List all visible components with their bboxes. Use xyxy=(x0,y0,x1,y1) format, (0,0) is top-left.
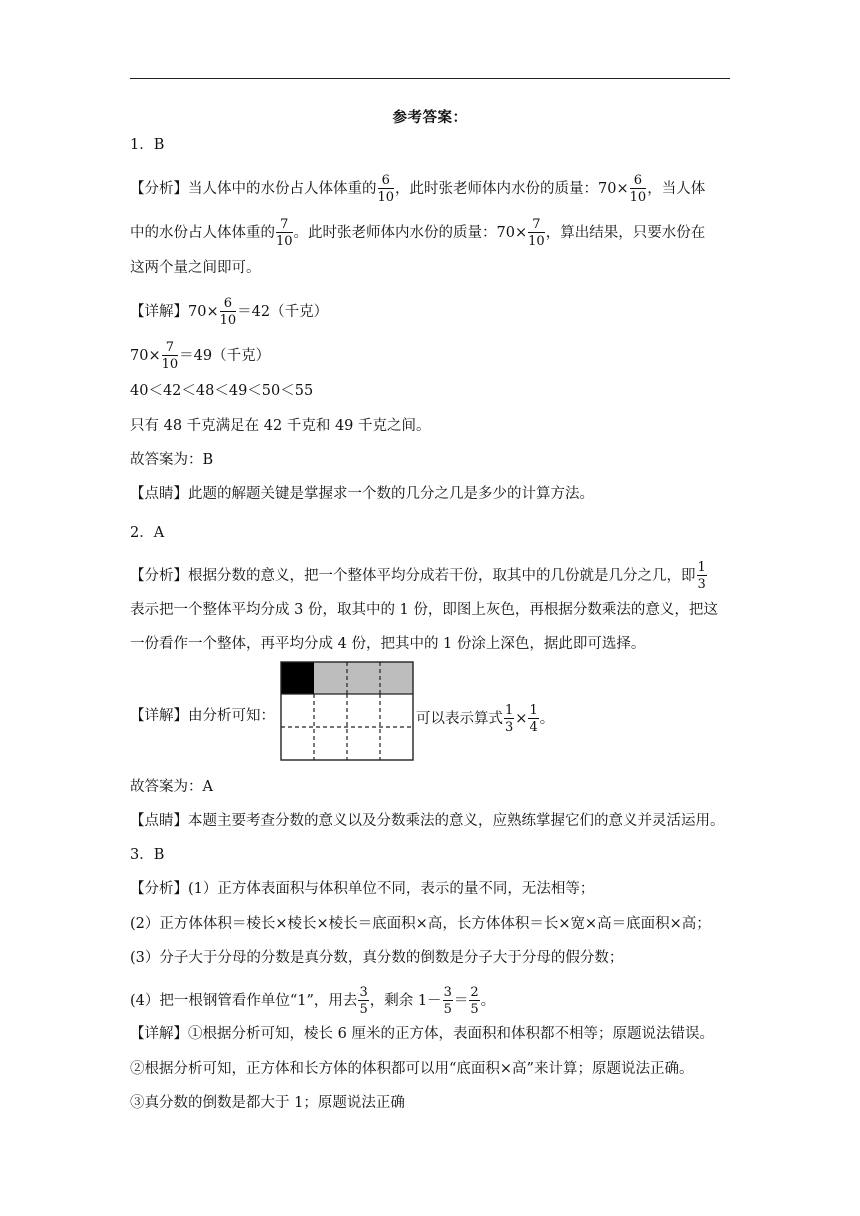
q3-analysis-item3: (3）分子大于分母的分数是真分数，真分数的倒数是分子大于分母的假分数； xyxy=(130,950,624,966)
q2-analysis-line2: 表示把一个整体平均分成 3 份，取其中的 1 份，即图上灰色，再根据分数乘法的意义，把这 xyxy=(130,602,718,618)
fraction-3-5: $\frac{3}{5}$ xyxy=(359,985,368,1017)
q1-answer: 1．B xyxy=(130,137,165,153)
q1-analysis-line1: 【分析】当人体中的水份占人体体重的 $\frac{6}{10}$ ，此时张老师体内水份的质量：70× $\frac{6}{10}$ ，当人体 xyxy=(130,173,706,205)
q3-detail-2: ②根据分析可知，正方体和长方体的体积都可以用“底面积×高”来计算；原题说法正确。 xyxy=(130,1061,694,1077)
fraction-6-10: $\frac{6}{10}$ xyxy=(219,296,237,328)
q3-answer: 3．B xyxy=(130,847,165,863)
q3-analysis-item1: 【分析】(1）正方体表面积与体积单位不同，表示的量不同，无法相等； xyxy=(130,881,595,897)
fraction-1-3: $\frac{1}{3}$ xyxy=(697,560,706,592)
q2-detail-label: 【详解】由分析可知： xyxy=(130,708,275,724)
q2-answer: 2．A xyxy=(130,525,165,541)
fraction-1-3: $\frac{1}{3}$ xyxy=(505,703,514,735)
q1-detail-line2: 70× $\frac{7}{10}$ ＝49（千克） xyxy=(130,340,271,372)
q1-analysis-line2: 中的水份占人体体重的 $\frac{7}{10}$ 。此时张老师体内水份的质量：70× $\frac{7}{10}$ ，算出结果，只要水份在 xyxy=(130,217,706,249)
fraction-7-10: $\frac{7}{10}$ xyxy=(161,340,179,372)
q3-analysis-item4: (4）把一根钢管看作单位“1”，用去 $\frac{3}{5}$ ，剩余 1－ $\frac{3}{5}$ ＝ $\frac{2}{5}$ 。 xyxy=(130,985,496,1017)
fraction-3-5: $\frac{3}{5}$ xyxy=(443,985,452,1017)
fraction-7-10: $\frac{7}{10}$ xyxy=(528,217,545,249)
q1-detail-line1: 【详解】70× $\frac{6}{10}$ ＝42（千克） xyxy=(130,296,329,328)
q1-comparison: 40＜42＜48＜49＜50＜55 xyxy=(130,383,314,399)
q2-detail-expression: 可以表示算式 $\frac{1}{3}$ × $\frac{1}{4}$ 。 xyxy=(416,703,555,735)
fraction-6-10: $\frac{6}{10}$ xyxy=(377,173,395,205)
q2-analysis-line1: 【分析】根据分数的意义，把一个整体平均分成若干份，取其中的几份就是几分之几，即 $\frac{1}{3}$ xyxy=(130,560,706,592)
q1-conclusion: 只有 48 千克满足在 42 千克和 49 千克之间。 xyxy=(130,418,431,434)
fraction-grid-figure xyxy=(280,661,414,761)
fraction-7-10: $\frac{7}{10}$ xyxy=(276,217,293,249)
q1-analysis-line3: 这两个量之间即可。 xyxy=(130,260,261,276)
q3-detail-1: 【详解】①根据分析可知，棱长 6 厘米的正方体，表面积和体积都不相等；原题说法错误。 xyxy=(130,1026,714,1042)
black-shaded-cell xyxy=(281,662,314,694)
q1-comment: 【点睛】此题的解题关键是掌握求一个数的几分之几是多少的计算方法。 xyxy=(130,486,594,502)
page-title: 参考答案： xyxy=(392,109,468,126)
q2-comment: 【点睛】本题主要考查分数的意义以及分数乘法的意义，应熟练掌握它们的意义并灵活运用。 xyxy=(130,813,725,829)
header-rule xyxy=(130,78,730,79)
q2-analysis-line3: 一份看作一个整体，再平均分成 4 份，把其中的 1 份涂上深色，据此即可选择。 xyxy=(130,636,646,652)
fraction-1-4: $\frac{1}{4}$ xyxy=(529,703,538,735)
q2-final-answer: 故答案为：A xyxy=(130,779,213,795)
q1-final-answer: 故答案为：B xyxy=(130,452,214,468)
fraction-2-5: $\frac{2}{5}$ xyxy=(470,985,479,1017)
fraction-6-10: $\frac{6}{10}$ xyxy=(629,173,647,205)
q3-detail-3: ③真分数的倒数是都大于 1；原题说法正确 xyxy=(130,1095,405,1111)
q3-analysis-item2: (2）正方体体积＝棱长×棱长×棱长＝底面积×高，长方体体积＝长×宽×高＝底面积×高； xyxy=(130,916,711,932)
